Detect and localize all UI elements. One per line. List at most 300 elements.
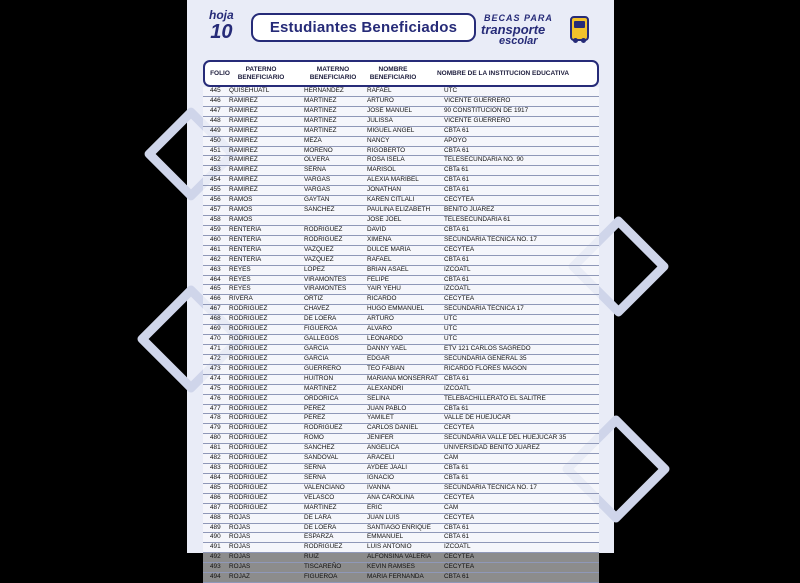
bus-icon [570, 16, 589, 41]
cell-materno: VIRAMONTES [304, 285, 347, 293]
sheet-number [209, 9, 234, 42]
cell-folio: 482 [210, 454, 221, 462]
cell-institucion: UTC [444, 315, 458, 323]
cell-paterno: ROJAS [229, 563, 251, 571]
cell-institucion: IZCOATL [444, 543, 471, 551]
cell-materno: GARCIA [304, 354, 329, 362]
cell-nombre: MIGUEL ANGEL [367, 126, 415, 134]
table-row [203, 186, 599, 196]
table-row [203, 454, 599, 464]
table-row [203, 325, 599, 335]
cell-nombre: JUAN LUIS [367, 513, 400, 521]
table-row [203, 335, 599, 345]
cell-folio: 462 [210, 255, 221, 263]
table-row [203, 276, 599, 286]
cell-paterno: RENTERIA [229, 235, 262, 243]
cell-paterno: RODRIGUEZ [229, 384, 268, 392]
cell-paterno: RAMIREZ [229, 136, 258, 144]
cell-institucion: CBTa 61 [444, 166, 469, 174]
cell-materno: HERNANDEZ [304, 87, 344, 94]
cell-institucion: CECYTEA [444, 493, 475, 501]
cell-materno: GAYTAN [304, 196, 330, 204]
cell-nombre: ANA CAROLINA [367, 493, 415, 501]
cell-materno: MARTINEZ [304, 116, 337, 124]
cell-nombre: ANGELICA [367, 444, 400, 452]
cell-institucion: CBTa 61 [444, 404, 469, 412]
cell-nombre: ALEXIA MARIBEL [367, 176, 419, 184]
cell-nombre: JONATHAN [367, 186, 401, 194]
cell-folio: 467 [210, 305, 221, 313]
cell-nombre: NANCY [367, 136, 390, 144]
cell-institucion: VICENTE GUERRERO [444, 116, 511, 124]
cell-materno: VIRAMONTES [304, 275, 347, 283]
table-row [203, 444, 599, 454]
table-row [203, 226, 599, 236]
table-row [203, 375, 599, 385]
cell-nombre: AYDEE JAALI [367, 464, 408, 472]
cell-materno: VARGAS [304, 186, 331, 194]
cell-nombre: KEVIN RAMSES [367, 563, 415, 571]
cell-materno: GARCIA [304, 344, 329, 352]
cell-folio: 463 [210, 265, 221, 273]
cell-folio: 491 [210, 543, 221, 551]
cell-folio: 455 [210, 186, 221, 194]
cell-materno: SANCHEZ [304, 206, 335, 214]
cell-materno: SERNA [304, 166, 327, 174]
cell-nombre: ARTURO [367, 315, 394, 323]
table-row [203, 176, 599, 186]
cell-folio: 476 [210, 394, 221, 402]
table-header [203, 60, 599, 87]
table-row [203, 295, 599, 305]
cell-nombre: JULISSA [367, 116, 393, 124]
cell-nombre: RICARDO [367, 295, 397, 303]
cell-institucion: CBTA 61 [444, 255, 470, 263]
page-header [187, 0, 614, 58]
cell-paterno: RODRIGUEZ [229, 404, 268, 412]
cell-nombre: XIMENA [367, 235, 392, 243]
cell-folio: 458 [210, 215, 221, 223]
cell-folio: 464 [210, 275, 221, 283]
cell-institucion: CBTa 61 [444, 464, 469, 472]
beneficiary-table [203, 87, 599, 583]
cell-paterno: RODRIGUEZ [229, 444, 268, 452]
cell-paterno: RAMOS [229, 206, 253, 214]
cell-nombre: SELINA [367, 394, 390, 402]
cell-institucion: CBTa 61 [444, 473, 469, 481]
cell-materno: DE LOERA [304, 523, 337, 531]
cell-folio: 459 [210, 225, 221, 233]
cell-institucion: CECYTEA [444, 424, 475, 432]
cell-materno: MARTINEZ [304, 126, 337, 134]
cell-folio: 494 [210, 573, 221, 581]
table-row [203, 563, 599, 573]
document-page [187, 0, 614, 581]
cell-nombre: YAIR YEHU [367, 285, 401, 293]
cell-folio: 466 [210, 295, 221, 303]
cell-materno: RUIZ [304, 553, 319, 561]
table-row [203, 514, 599, 524]
table-row [203, 246, 599, 256]
cell-paterno: ROJAS [229, 533, 251, 541]
table-row [203, 484, 599, 494]
cell-nombre: EMMANUEL [367, 533, 404, 541]
cell-paterno: RODRIGUEZ [229, 354, 268, 362]
page-title: Estudiantes Beneficiados [269, 19, 458, 36]
cell-institucion: IZCOATL [444, 384, 471, 392]
table-row [203, 156, 599, 166]
logo-line-2: transporte [481, 22, 546, 37]
table-row [203, 206, 599, 216]
cell-folio: 469 [210, 325, 221, 333]
cell-folio: 460 [210, 235, 221, 243]
cell-nombre: FELIPE [367, 275, 390, 283]
cell-paterno: RODRIGUEZ [229, 374, 268, 382]
cell-materno: RODRIGUEZ [304, 424, 343, 432]
cell-institucion: CECYTEA [444, 295, 475, 303]
table-row [203, 315, 599, 325]
cell-institucion: VALLE DE HUEJUCAR [444, 414, 511, 422]
logo-line-3: escolar [499, 35, 538, 47]
cell-materno: RODRIGUEZ [304, 225, 343, 233]
cell-institucion: UNIVERSIDAD BENITO JUAREZ [444, 444, 540, 452]
cell-institucion: CBTA 61 [444, 126, 470, 134]
cell-paterno: RODRIGUEZ [229, 434, 268, 442]
table-row [203, 365, 599, 375]
cell-paterno: RODRIGUEZ [229, 483, 268, 491]
cell-institucion: CECYTEA [444, 553, 475, 561]
cell-institucion: CBTA 61 [444, 146, 470, 154]
cell-nombre: KAREN CITLALI [367, 196, 415, 204]
cell-paterno: REYES [229, 275, 251, 283]
cell-folio: 445 [210, 87, 221, 94]
cell-materno: ORTIZ [304, 295, 324, 303]
cell-nombre: EDGAR [367, 354, 390, 362]
cell-materno: ORDORICA [304, 394, 339, 402]
cell-materno: FIGUEROA [304, 325, 338, 333]
cell-institucion: CBTA 61 [444, 533, 470, 541]
table-row [203, 216, 599, 226]
cell-institucion: SECUNDARIA TECNICA NO. 17 [444, 483, 537, 491]
cell-institucion: CBTA 61 [444, 573, 470, 581]
cell-nombre: MARIA FERNANDA [367, 573, 424, 581]
cell-nombre: BRIAN ASAEL [367, 265, 409, 273]
table-row [203, 285, 599, 295]
cell-nombre: ROSA ISELA [367, 156, 405, 164]
cell-materno: MORENO [304, 146, 333, 154]
cell-materno: PEREZ [304, 404, 326, 412]
column-header-nombre: NOMBRE BENEFICIARIO [369, 66, 417, 81]
column-header-folio: FOLIO [210, 70, 230, 77]
cell-paterno: ROJAZ [229, 573, 250, 581]
table-row [203, 147, 599, 157]
table-row [203, 524, 599, 534]
cell-folio: 477 [210, 404, 221, 412]
table-row [203, 97, 599, 107]
table-row [203, 166, 599, 176]
cell-folio: 480 [210, 434, 221, 442]
cell-materno: RODRIGUEZ [304, 235, 343, 243]
cell-paterno: REYES [229, 265, 251, 273]
cell-paterno: RAMOS [229, 196, 253, 204]
table-row [203, 474, 599, 484]
cell-institucion: CECYTEA [444, 513, 475, 521]
cell-materno: RODRIGUEZ [304, 543, 343, 551]
cell-institucion: UTC [444, 325, 458, 333]
cell-materno: GUERRERO [304, 364, 341, 372]
cell-nombre: RAFAEL [367, 255, 392, 263]
cell-institucion: CBTA 61 [444, 176, 470, 184]
cell-folio: 456 [210, 196, 221, 204]
cell-folio: 481 [210, 444, 221, 452]
cell-materno: MARTINEZ [304, 96, 337, 104]
cell-folio: 479 [210, 424, 221, 432]
cell-folio: 492 [210, 553, 221, 561]
cell-paterno: RAMIREZ [229, 186, 258, 194]
cell-nombre: YAMILET [367, 414, 394, 422]
cell-materno: OLVERA [304, 156, 330, 164]
table-row [203, 355, 599, 365]
cell-nombre: IGNACIO [367, 473, 394, 481]
cell-nombre: MARIANA MONSERRAT [367, 374, 438, 382]
cell-folio: 486 [210, 493, 221, 501]
table-row [203, 256, 599, 266]
cell-materno: MARTINEZ [304, 384, 337, 392]
table-row [203, 107, 599, 117]
cell-folio: 447 [210, 106, 221, 114]
cell-paterno: RODRIGUEZ [229, 464, 268, 472]
cell-folio: 452 [210, 156, 221, 164]
cell-institucion: RICARDO FLORES MAGON [444, 364, 527, 372]
cell-folio: 489 [210, 523, 221, 531]
cell-folio: 487 [210, 503, 221, 511]
table-row [203, 464, 599, 474]
cell-nombre: DAVID [367, 225, 387, 233]
cell-paterno: RIVERA [229, 295, 253, 303]
table-row [203, 266, 599, 276]
cell-nombre: DULCE MARIA [367, 245, 411, 253]
cell-nombre: TEO FABIAN [367, 364, 405, 372]
cell-folio: 461 [210, 245, 221, 253]
cell-materno: ESPARZA [304, 533, 334, 541]
cell-institucion: VICENTE GUERRERO [444, 96, 511, 104]
logo-line-1: BECAS PARA [484, 13, 553, 23]
cell-nombre: CARLOS DANIEL [367, 424, 419, 432]
table-row [203, 117, 599, 127]
cell-nombre: RAFAEL [367, 87, 392, 94]
cell-institucion: SECUNDARIA TECNICA NO. 17 [444, 235, 537, 243]
table-row [203, 385, 599, 395]
cell-nombre: LUIS ANTONIO [367, 543, 412, 551]
table-row [203, 395, 599, 405]
table-row [203, 504, 599, 514]
cell-materno: VELASCO [304, 493, 335, 501]
cell-folio: 485 [210, 483, 221, 491]
cell-institucion: IZCOATL [444, 285, 471, 293]
table-row [203, 533, 599, 543]
cell-materno: MARTINEZ [304, 106, 337, 114]
cell-paterno: RAMIREZ [229, 146, 258, 154]
cell-institucion: TELEBACHILLERATO EL SALITRE [444, 394, 546, 402]
cell-institucion: CAM [444, 454, 459, 462]
cell-folio: 472 [210, 354, 221, 362]
cell-materno: VARGAS [304, 176, 331, 184]
cell-paterno: ROJAS [229, 513, 251, 521]
cell-paterno: RODRIGUEZ [229, 335, 268, 343]
cell-materno: DE LOERA [304, 315, 337, 323]
cell-nombre: ARTURO [367, 96, 394, 104]
cell-materno: LOPEZ [304, 265, 325, 273]
cell-paterno: RODRIGUEZ [229, 394, 268, 402]
cell-paterno: RODRIGUEZ [229, 315, 268, 323]
table-row [203, 345, 599, 355]
cell-materno: FIGUEROA [304, 573, 338, 581]
cell-folio: 457 [210, 206, 221, 214]
cell-materno: PEREZ [304, 414, 326, 422]
cell-folio: 449 [210, 126, 221, 134]
cell-materno: SERNA [304, 473, 327, 481]
cell-materno: MARTINEZ [304, 503, 337, 511]
table-row [203, 553, 599, 563]
cell-nombre: IVANNA [367, 483, 391, 491]
cell-folio: 468 [210, 315, 221, 323]
cell-institucion: UTC [444, 335, 458, 343]
cell-paterno: RENTERIA [229, 255, 262, 263]
cell-nombre: JUAN PABLO [367, 404, 407, 412]
cell-materno: TISCAREÑO [304, 563, 342, 571]
cell-paterno: ROJAS [229, 543, 251, 551]
cell-materno: DE LARA [304, 513, 332, 521]
cell-nombre: LEONARDO [367, 335, 403, 343]
cell-paterno: RAMIREZ [229, 176, 258, 184]
cell-paterno: RODRIGUEZ [229, 305, 268, 313]
cell-paterno: RAMIREZ [229, 126, 258, 134]
cell-institucion: UTC [444, 87, 458, 94]
sheet-label: hoja [209, 8, 234, 22]
cell-nombre: JOSE MANUEL [367, 106, 413, 114]
cell-nombre: HUGO EMMANUEL [367, 305, 425, 313]
cell-folio: 471 [210, 344, 221, 352]
cell-paterno: RODRIGUEZ [229, 473, 268, 481]
cell-nombre: DANNY YAEL [367, 344, 407, 352]
table-row [203, 573, 599, 583]
cell-paterno: REYES [229, 285, 251, 293]
cell-institucion: CBTA 61 [444, 523, 470, 531]
cell-paterno: RAMOS [229, 215, 253, 223]
cell-paterno: QUISEHUATL [229, 87, 270, 94]
cell-nombre: ALVARO [367, 325, 392, 333]
cell-paterno: RAMIREZ [229, 116, 258, 124]
title-banner [251, 13, 476, 42]
cell-paterno: RAMIREZ [229, 156, 258, 164]
column-header-institucion: NOMBRE DE LA INSTITUCION EDUCATIVA [436, 70, 570, 77]
cell-paterno: RODRIGUEZ [229, 493, 268, 501]
cell-folio: 475 [210, 384, 221, 392]
cell-institucion: CECYTEA [444, 245, 475, 253]
cell-folio: 478 [210, 414, 221, 422]
cell-institucion: TELESECUNDARIA 61 [444, 215, 511, 223]
table-row [203, 405, 599, 415]
cell-paterno: RODRIGUEZ [229, 454, 268, 462]
cell-materno: ROMO [304, 434, 324, 442]
cell-materno: SERNA [304, 464, 327, 472]
cell-institucion: SECUNDARIA VALLE DEL HUEJUCAR 35 [444, 434, 567, 442]
cell-nombre: ALFONSINA VALERIA [367, 553, 432, 561]
cell-materno: MEZA [304, 136, 322, 144]
cell-institucion: SECUNDARIA TECNICA 17 [444, 305, 524, 313]
cell-institucion: CECYTEA [444, 196, 475, 204]
cell-nombre: ERIC [367, 503, 383, 511]
cell-institucion: CBTA 61 [444, 186, 470, 194]
cell-folio: 488 [210, 513, 221, 521]
cell-institucion: IZCOATL [444, 265, 471, 273]
cell-nombre: PAULINA ELIZABETH [367, 206, 431, 214]
table-row [203, 543, 599, 553]
cell-paterno: RODRIGUEZ [229, 325, 268, 333]
cell-nombre: SANTIAGO ENRIQUE [367, 523, 431, 531]
cell-materno: VAZQUEZ [304, 245, 334, 253]
table-row [203, 414, 599, 424]
cell-folio: 450 [210, 136, 221, 144]
cell-institucion: CBTA 61 [444, 275, 470, 283]
cell-materno: GALLEGOS [304, 335, 339, 343]
cell-paterno: RODRIGUEZ [229, 414, 268, 422]
cell-institucion: CECYTEA [444, 563, 475, 571]
cell-institucion: BENITO JUAREZ [444, 206, 495, 214]
cell-institucion: APOYO [444, 136, 467, 144]
cell-paterno: RODRIGUEZ [229, 364, 268, 372]
table-row [203, 196, 599, 206]
cell-nombre: JENIFER [367, 434, 394, 442]
cell-paterno: RODRIGUEZ [229, 424, 268, 432]
cell-folio: 493 [210, 563, 221, 571]
cell-paterno: RAMIREZ [229, 96, 258, 104]
cell-materno: CHAVEZ [304, 305, 330, 313]
cell-materno: HUITRON [304, 374, 334, 382]
cell-paterno: RENTERIA [229, 225, 262, 233]
cell-materno: SANDOVAL [304, 454, 339, 462]
cell-folio: 474 [210, 374, 221, 382]
cell-institucion: 90 CONSTITUCION DE 1917 [444, 106, 529, 114]
cell-nombre: RIGOBERTO [367, 146, 406, 154]
cell-institucion: CAM [444, 503, 459, 511]
cell-paterno: RENTERIA [229, 245, 262, 253]
cell-materno: VALENCIANO [304, 483, 345, 491]
cell-folio: 483 [210, 464, 221, 472]
sheet-number-value: 10 [210, 21, 233, 43]
cell-folio: 454 [210, 176, 221, 184]
cell-nombre: ARACELI [367, 454, 395, 462]
cell-materno: VAZQUEZ [304, 255, 334, 263]
cell-institucion: TELESECUNDARIA NO. 90 [444, 156, 524, 164]
column-header-materno: MATERNO BENEFICIARIO [309, 66, 357, 81]
cell-paterno: RODRIGUEZ [229, 503, 268, 511]
table-row [203, 87, 599, 97]
cell-folio: 473 [210, 364, 221, 372]
cell-institucion: CBTA 61 [444, 225, 470, 233]
table-row [203, 236, 599, 246]
cell-folio: 453 [210, 166, 221, 174]
cell-nombre: MARISOL [367, 166, 396, 174]
cell-paterno: RODRIGUEZ [229, 344, 268, 352]
table-row [203, 137, 599, 147]
cell-nombre: ALEXANDRI [367, 384, 404, 392]
cell-materno: SANCHEZ [304, 444, 335, 452]
cell-paterno: ROJAS [229, 523, 251, 531]
table-row [203, 434, 599, 444]
table-row [203, 127, 599, 137]
column-header-paterno: PATERNO BENEFICIARIO [237, 66, 285, 81]
